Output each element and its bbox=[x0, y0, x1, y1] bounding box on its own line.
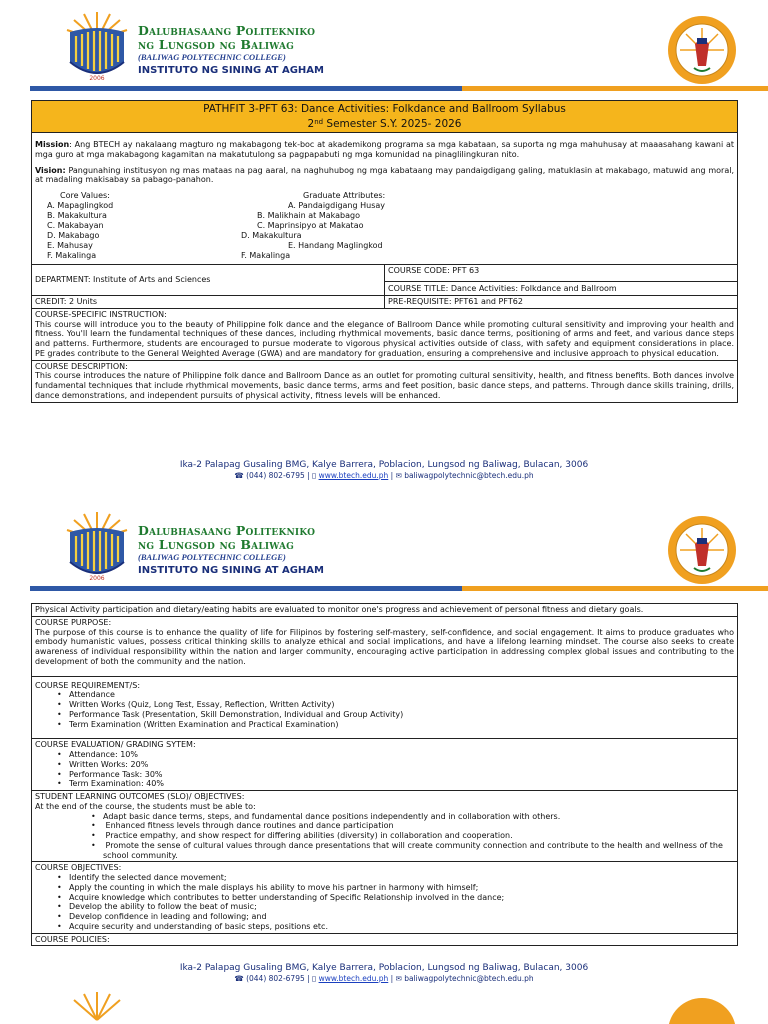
course-title: COURSE TITLE: Dance Activities: Folkdance and Ballroom bbox=[388, 284, 617, 293]
footer-address: Ika-2 Palapag Gusaling BMG, Kalye Barrera, Poblacion, Lungsod ng Baliwag, Bulacan, 3006 bbox=[179, 460, 589, 470]
objective-item: • Acquire security and understanding of basic steps, positions etc. bbox=[69, 922, 734, 932]
purpose-text: The purpose of this course is to enhance the quality of life for Filipinos by fostering self-mastery, self-confidence, and social engagement. It aims to produce graduates who embody humanistic values, possess critical thinking skills to analyze ethical and social implications, and have a lifelong learning mindset. The course also seeks to create awareness of individual responsibility within the nation and larger community, encouraging active participation in addressing complex global issues and contributing to the development of both the community and the nation. bbox=[35, 627, 734, 666]
vision-text: Vision: Pangunahing institusyon ng mas mataas na pag aaral, na naghuhubog ng mga kabataang may pandaigdigang galing, matuklasin at makabago, matuwid ang moral, at madaling makisabay sa pabago-panahon. bbox=[35, 165, 734, 185]
college-name-english: (BALIWAG POLYTECHNIC COLLEGE) bbox=[138, 552, 286, 562]
core-values-label: Core Values: bbox=[60, 191, 110, 200]
objective-item: • Apply the counting in which the male displays his ability to move his partner in harmony with himself; bbox=[69, 883, 734, 893]
institute-seal bbox=[666, 514, 738, 586]
grading-item: • Written Works: 20% bbox=[69, 760, 734, 770]
course-info-row1 bbox=[32, 265, 737, 296]
requirements-label: COURSE REQUIREMENT/S: bbox=[35, 680, 141, 690]
graduate-attribute-item: A. Pandaigdigang Husay bbox=[288, 201, 385, 210]
page-1 bbox=[0, 0, 768, 494]
college-name-english: (BALIWAG POLYTECHNIC COLLEGE) bbox=[138, 52, 286, 62]
graduate-attribute-item: B. Malikhain at Makabago bbox=[257, 211, 360, 220]
core-values-block bbox=[35, 191, 734, 263]
instruction-text: This course will introduce you to the beauty of Philippine folk dance and the elegance of Ballroom Dance while promoting cultural sensitivity and improving your health and fitness. You'll learn the fundamental techniques of these dances, including rhythmical movements, basic dance terms, positioning of arms and feet, and various dance steps and patterns. Furthermore, students are encouraged to pursue moderate to vigorous physical activities outside of class, with safety and equipment considerations in place. PE grades contribute to the General Weighted Average (GWA) and are mandatory for graduation, ensuring a comprehensive and inclusive approach to physical education. bbox=[35, 319, 734, 358]
requirement-item: • Attendance bbox=[69, 690, 734, 700]
letterhead bbox=[0, 500, 768, 594]
core-value-item: A. Mapaglingkod bbox=[47, 201, 114, 210]
institute-name: INSTITUTO NG SINING AT AGHAM bbox=[138, 65, 324, 76]
letterhead bbox=[0, 0, 768, 94]
course-policies-section bbox=[32, 934, 737, 946]
prerequisite: PRE-REQUISITE: PFT61 and PFT62 bbox=[388, 297, 523, 306]
footer-page2 bbox=[0, 963, 768, 983]
college-logo bbox=[62, 990, 132, 1024]
website-link[interactable]: www.btech.edu.ph bbox=[318, 471, 389, 480]
slo-label: STUDENT LEARNING OUTCOMES (SLO)/ OBJECTIVES: bbox=[35, 792, 245, 801]
footer-contact: ☎ (044) 802-6795 | ▯ www.btech.edu.ph | ✉ baliwagpolytechnic@btech.edu.ph bbox=[234, 471, 534, 480]
slo-item: • Adapt basic dance terms, steps, and fundamental dance positions independently and in collaboration with others. bbox=[91, 812, 734, 822]
college-logo bbox=[62, 10, 132, 82]
description-text: This course introduces the nature of Philippine folk dance and Ballroom Dance as an outlet for promoting cultural sensitivity, health, and fitness benefits. Both dances involve fundamental techniques that include rhythmical movements, basic dance terms, arms and feet position, basic dance steps, and patterns. Through dance skills training, drills, dance demonstrations, and independent pursuits of physical activity, fitness levels will be enhanced. bbox=[35, 371, 734, 400]
website-link[interactable]: www.btech.edu.ph bbox=[318, 974, 389, 983]
core-values-row bbox=[35, 241, 734, 251]
footer-contact: ☎ (044) 802-6795 | ▯ www.btech.edu.ph | ✉ baliwagpolytechnic@btech.edu.ph bbox=[234, 974, 534, 983]
department: DEPARTMENT: Institute of Arts and Sciences bbox=[32, 265, 385, 295]
footer-page1 bbox=[0, 460, 768, 480]
course-info-row2 bbox=[32, 296, 737, 309]
letterhead-text bbox=[138, 24, 324, 79]
title-line1: PATHFIT 3-PFT 63: Dance Activities: Folkdance and Ballroom Syllabus bbox=[203, 103, 566, 115]
course-evaluation-section bbox=[32, 739, 737, 791]
evaluation-list bbox=[35, 750, 734, 789]
course-objectives-section bbox=[32, 862, 737, 933]
title-line2: 2nd Semester S.Y. 2025- 2026 bbox=[307, 117, 462, 130]
grading-item: • Performance Task: 30% bbox=[69, 770, 734, 780]
description-label: COURSE DESCRIPTION: bbox=[35, 361, 128, 371]
logo-year: 2006 bbox=[89, 575, 105, 582]
logo-year: 2006 bbox=[89, 75, 105, 82]
institute-seal bbox=[666, 996, 738, 1024]
core-values-row bbox=[35, 221, 734, 231]
core-value-item: D. Makabago bbox=[47, 231, 100, 240]
core-value-item: F. Makalinga bbox=[47, 251, 97, 260]
course-description-section bbox=[32, 361, 737, 402]
graduate-attributes-label: Graduate Attributes: bbox=[303, 191, 386, 200]
syllabus-title bbox=[32, 101, 737, 133]
objective-item: • Acquire knowledge which contributes to better understanding of Specific Relationship involved in the dance; bbox=[69, 893, 734, 903]
purpose-label: COURSE PURPOSE: bbox=[35, 617, 112, 627]
graduate-attribute-item: F. Makalinga bbox=[241, 251, 291, 260]
grading-item: • Attendance: 10% bbox=[69, 750, 734, 760]
header-bar-blue bbox=[30, 586, 462, 591]
objective-item: • Identify the selected dance movement; bbox=[69, 873, 734, 883]
graduate-attribute-item: D. Makakultura bbox=[241, 231, 302, 240]
course-code: COURSE CODE: PFT 63 bbox=[385, 265, 737, 282]
slo-list bbox=[35, 812, 734, 861]
footer-address: Ika-2 Palapag Gusaling BMG, Kalye Barrera, Poblacion, Lungsod ng Baliwag, Bulacan, 3006 bbox=[179, 963, 589, 973]
syllabus-table-page2 bbox=[31, 603, 738, 946]
institute-name: INSTITUTO NG SINING AT AGHAM bbox=[138, 565, 324, 576]
college-name-line1: Dalubhasaang Politekniko bbox=[138, 23, 316, 38]
credit: CREDIT: 2 Units bbox=[32, 296, 385, 308]
institute-seal bbox=[666, 14, 738, 86]
page-3-partial bbox=[0, 982, 768, 1024]
objectives-list bbox=[35, 873, 734, 932]
header-bar-blue bbox=[30, 86, 462, 91]
college-name-line2: ng Lungsod ng Baliwag bbox=[138, 537, 295, 552]
page-2 bbox=[0, 500, 768, 983]
slo-section bbox=[32, 791, 737, 862]
slo-item: • Promote the sense of cultural values through dance presentations that will create community connection and contribute to the health and wellness of the school community. bbox=[91, 841, 734, 861]
core-values-row bbox=[35, 251, 734, 261]
core-value-item: C. Makabayan bbox=[47, 221, 104, 230]
course-purpose-section bbox=[32, 617, 737, 677]
description-continued: Physical Activity participation and dietary/eating habits are evaluated to monitor one's progress and achievement of personal fitness and dietary goals. bbox=[32, 604, 737, 617]
objective-item: • Develop confidence in leading and following; and bbox=[69, 912, 734, 922]
college-logo bbox=[62, 510, 132, 582]
graduate-attribute-item: E. Handang Maglingkod bbox=[288, 241, 383, 250]
syllabus-table-page1 bbox=[31, 100, 738, 403]
mission-vision-section bbox=[32, 133, 737, 265]
evaluation-label: COURSE EVALUATION/ GRADING SYTEM: bbox=[35, 740, 196, 750]
policies-label: COURSE POLICIES: bbox=[35, 934, 110, 944]
header-bar-gold bbox=[462, 586, 768, 591]
core-values-row bbox=[35, 231, 734, 241]
graduate-attribute-item: C. Maprinsipyo at Makatao bbox=[257, 221, 364, 230]
grading-item: • Term Examination: 40% bbox=[69, 779, 734, 789]
core-values-row bbox=[35, 211, 734, 221]
objectives-label: COURSE OBJECTIVES: bbox=[35, 863, 122, 873]
requirement-item: • Term Examination (Written Examination and Practical Examination) bbox=[69, 720, 734, 730]
mission-text: Mission: Ang BTECH ay nakalaang magturo ng makabagong tek-boc at akademikong programa sa mga kabataan, sa suporta ng mga mahuhusay at maaasahang kawani at mga guro at mga makabagong kagamitan na makatutulong sa pagpapabuti ng mga komunidad na pinaglilingkuran nito. bbox=[35, 140, 734, 159]
course-requirements-section bbox=[32, 677, 737, 740]
college-name-line2: ng Lungsod ng Baliwag bbox=[138, 37, 295, 52]
core-value-item: E. Mahusay bbox=[47, 241, 93, 250]
slo-item: • Enhanced fitness levels through dance routines and dance participation bbox=[91, 821, 734, 831]
slo-intro: At the end of the course, the students must be able to: bbox=[35, 801, 256, 811]
slo-item: • Practice empathy, and show respect for differing abilities (diversity) in collaboration and cooperation. bbox=[91, 831, 734, 841]
requirement-item: • Performance Task (Presentation, Skill Demonstration, Individual and Group Activity) bbox=[69, 710, 734, 720]
header-bar-gold bbox=[462, 86, 768, 91]
instruction-label: COURSE-SPECIFIC INSTRUCTION: bbox=[35, 309, 167, 319]
requirements-list bbox=[35, 690, 734, 729]
letterhead-text bbox=[138, 524, 324, 579]
college-name-line1: Dalubhasaang Politekniko bbox=[138, 523, 316, 538]
objective-item: • Develop the ability to follow the beat of music; bbox=[69, 902, 734, 912]
requirement-item: • Written Works (Quiz, Long Test, Essay, Reflection, Written Activity) bbox=[69, 700, 734, 710]
core-value-item: B. Makakultura bbox=[47, 211, 107, 220]
course-instruction-section bbox=[32, 309, 737, 361]
core-values-row bbox=[35, 201, 734, 211]
